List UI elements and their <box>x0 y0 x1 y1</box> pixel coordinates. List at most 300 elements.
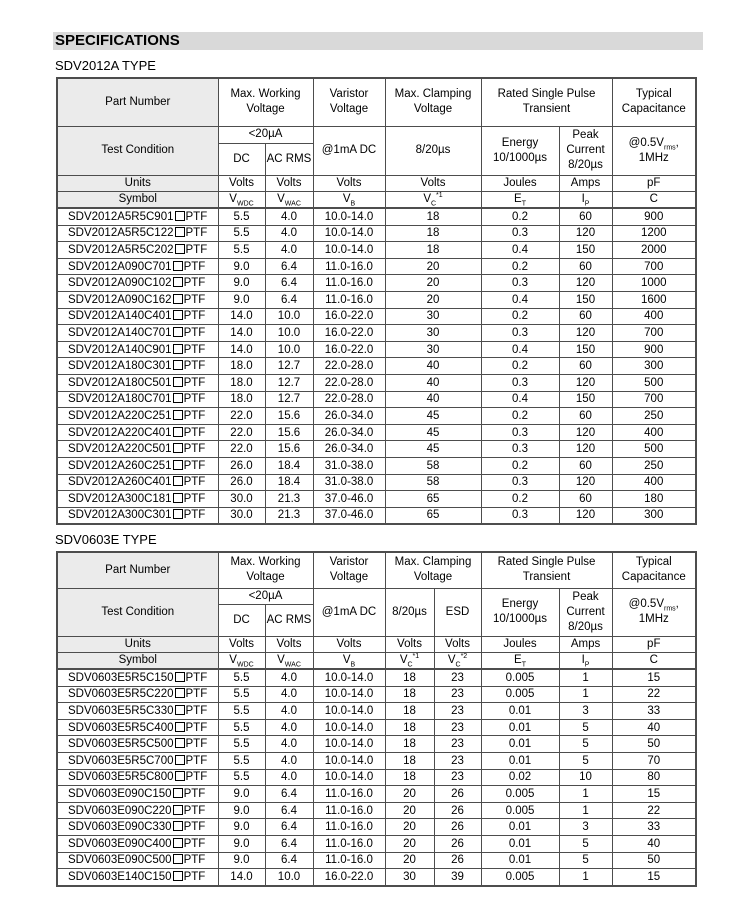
option-code-box <box>173 460 183 470</box>
value-cell: 23 <box>434 752 481 769</box>
value-cell: 18.4 <box>265 457 313 474</box>
value-cell: 4.0 <box>265 686 313 703</box>
th-ac-rms: AC RMS <box>265 143 313 175</box>
value-cell: 22.0-28.0 <box>313 358 385 375</box>
page-title: SPECIFICATIONS <box>55 32 180 49</box>
value-cell: 5.5 <box>218 736 265 753</box>
value-cell: 23 <box>434 736 481 753</box>
value-cell: 700 <box>612 391 696 408</box>
part-number-cell: SDV2012A300C181 PTF <box>57 491 218 508</box>
part-number-cell: SDV2012A5R5C901 PTF <box>57 208 218 225</box>
value-cell: 31.0-38.0 <box>313 474 385 491</box>
value-cell: 20 <box>385 819 434 836</box>
part-number-cell: SDV2012A5R5C202 PTF <box>57 242 218 259</box>
symbol-cell: C <box>612 191 696 208</box>
value-cell: 0.2 <box>481 258 559 275</box>
value-cell: 6.4 <box>265 258 313 275</box>
value-cell: 700 <box>612 258 696 275</box>
value-cell: 120 <box>559 374 612 391</box>
value-cell: 0.4 <box>481 242 559 259</box>
table-row <box>57 441 696 458</box>
value-cell: 15.6 <box>265 441 313 458</box>
value-cell: 16.0-22.0 <box>313 869 385 886</box>
option-code-box <box>173 509 183 519</box>
value-cell: 18 <box>385 703 434 720</box>
value-cell: 1000 <box>612 275 696 292</box>
value-cell: 3 <box>559 703 612 720</box>
value-cell: 23 <box>434 703 481 720</box>
value-cell: 40 <box>612 719 696 736</box>
value-cell: 39 <box>434 869 481 886</box>
value-cell: 33 <box>612 819 696 836</box>
value-cell: 50 <box>612 852 696 869</box>
value-cell: 31.0-38.0 <box>313 457 385 474</box>
value-cell: 0.01 <box>481 819 559 836</box>
value-cell: 0.01 <box>481 752 559 769</box>
option-code-box <box>175 211 185 221</box>
value-cell: 11.0-16.0 <box>313 786 385 803</box>
value-cell: 15 <box>612 786 696 803</box>
value-cell: 9.0 <box>218 802 265 819</box>
value-cell: 0.005 <box>481 786 559 803</box>
part-number-cell: SDV2012A180C501 PTF <box>57 374 218 391</box>
th-leak-current: <20µA <box>218 126 313 143</box>
symbol-cell: $V_{WDC}$ <box>218 652 265 669</box>
table-row <box>57 819 696 836</box>
table-row <box>57 736 696 753</box>
option-code-box <box>173 393 183 403</box>
value-cell: 18 <box>385 752 434 769</box>
value-cell: 120 <box>559 225 612 242</box>
value-cell: 150 <box>559 341 612 358</box>
value-cell: 45 <box>385 424 481 441</box>
value-cell: 22.0-28.0 <box>313 374 385 391</box>
value-cell: 30 <box>385 341 481 358</box>
value-cell: 58 <box>385 457 481 474</box>
value-cell: 40 <box>385 374 481 391</box>
value-cell: 1600 <box>612 291 696 308</box>
value-cell: 14.0 <box>218 341 265 358</box>
th-max-working-voltage: Max. Working Voltage <box>218 78 313 126</box>
table2-type-title: SDV0603E TYPE <box>55 532 157 547</box>
option-code-box <box>173 410 183 420</box>
table-row <box>57 391 696 408</box>
value-cell: 26.0 <box>218 474 265 491</box>
unit-cell: Amps <box>559 175 612 191</box>
value-cell: 0.3 <box>481 374 559 391</box>
table-row <box>57 408 696 425</box>
value-cell: 4.0 <box>265 208 313 225</box>
value-cell: 10.0-14.0 <box>313 752 385 769</box>
value-cell: 4.0 <box>265 719 313 736</box>
value-cell: 60 <box>559 491 612 508</box>
value-cell: 6.4 <box>265 275 313 292</box>
value-cell: 16.0-22.0 <box>313 325 385 342</box>
value-cell: 15 <box>612 869 696 886</box>
table-row <box>57 358 696 375</box>
value-cell: 26 <box>434 802 481 819</box>
value-cell: 0.3 <box>481 275 559 292</box>
value-cell: 15.6 <box>265 424 313 441</box>
value-cell: 6.4 <box>265 786 313 803</box>
value-cell: 30 <box>385 325 481 342</box>
value-cell: 300 <box>612 358 696 375</box>
value-cell: 120 <box>559 275 612 292</box>
table-row <box>57 258 696 275</box>
value-cell: 1 <box>559 686 612 703</box>
th-typical-capacitance: Typical Capacitance <box>612 552 696 588</box>
th-rated-single-pulse: Rated Single Pulse Transient <box>481 78 612 126</box>
unit-cell: Volts <box>385 636 434 652</box>
value-cell: 15.6 <box>265 408 313 425</box>
part-number-cell: SDV2012A180C701 PTF <box>57 391 218 408</box>
option-code-box <box>175 755 185 765</box>
th-part-number: Part Number <box>57 78 218 126</box>
value-cell: 22.0 <box>218 424 265 441</box>
table-row <box>57 769 696 786</box>
value-cell: 0.4 <box>481 391 559 408</box>
part-number-cell: SDV2012A300C301 PTF <box>57 507 218 524</box>
symbol-cell: $V_{WDC}$ <box>218 191 265 208</box>
value-cell: 9.0 <box>218 819 265 836</box>
value-cell: 11.0-16.0 <box>313 291 385 308</box>
part-number-cell: SDV2012A260C401 PTF <box>57 474 218 491</box>
value-cell: 0.01 <box>481 703 559 720</box>
value-cell: 50 <box>612 736 696 753</box>
value-cell: 5 <box>559 835 612 852</box>
value-cell: 9.0 <box>218 786 265 803</box>
symbol-cell: $V_C^{*1}$ <box>385 652 434 669</box>
value-cell: 5 <box>559 852 612 869</box>
value-cell: 37.0-46.0 <box>313 491 385 508</box>
value-cell: 26.0 <box>218 457 265 474</box>
value-cell: 18 <box>385 736 434 753</box>
value-cell: 26 <box>434 835 481 852</box>
value-cell: 2000 <box>612 242 696 259</box>
table-row <box>57 869 696 886</box>
th-at-1ma: @1mA DC <box>313 126 385 175</box>
th-clamp-test: 8/20µs <box>385 126 481 175</box>
option-code-box <box>175 688 185 698</box>
value-cell: 0.01 <box>481 736 559 753</box>
value-cell: 23 <box>434 719 481 736</box>
table-row <box>57 341 696 358</box>
value-cell: 0.3 <box>481 441 559 458</box>
part-number-cell: SDV0603E5R5C800 PTF <box>57 769 218 786</box>
table-row <box>57 852 696 869</box>
value-cell: 65 <box>385 507 481 524</box>
value-cell: 11.0-16.0 <box>313 819 385 836</box>
value-cell: 120 <box>559 325 612 342</box>
option-code-box <box>173 493 183 503</box>
value-cell: 5 <box>559 719 612 736</box>
symbol-cell: $V_B$ <box>313 652 385 669</box>
table-row <box>57 491 696 508</box>
table-row <box>57 374 696 391</box>
value-cell: 0.2 <box>481 308 559 325</box>
th-at-1ma: @1mA DC <box>313 588 385 636</box>
part-number-cell: SDV2012A140C401 PTF <box>57 308 218 325</box>
part-number-cell: SDV0603E090C150 PTF <box>57 786 218 803</box>
th-varistor-voltage: Varistor Voltage <box>313 552 385 588</box>
th-dc: DC <box>218 143 265 175</box>
table-row <box>57 225 696 242</box>
option-code-box <box>173 854 183 864</box>
value-cell: 9.0 <box>218 291 265 308</box>
value-cell: 30 <box>385 869 434 886</box>
value-cell: 40 <box>385 358 481 375</box>
value-cell: 20 <box>385 835 434 852</box>
value-cell: 18 <box>385 242 481 259</box>
value-cell: 14.0 <box>218 325 265 342</box>
value-cell: 22 <box>612 686 696 703</box>
value-cell: 3 <box>559 819 612 836</box>
value-cell: 21.3 <box>265 491 313 508</box>
unit-cell: Volts <box>218 636 265 652</box>
value-cell: 5.5 <box>218 769 265 786</box>
value-cell: 22.0 <box>218 441 265 458</box>
value-cell: 12.7 <box>265 358 313 375</box>
value-cell: 4.0 <box>265 669 313 686</box>
value-cell: 180 <box>612 491 696 508</box>
value-cell: 700 <box>612 325 696 342</box>
part-number-cell: SDV2012A220C401 PTF <box>57 424 218 441</box>
th-peak-current: Peak Current 8/20µs <box>559 588 612 636</box>
value-cell: 0.3 <box>481 424 559 441</box>
value-cell: 11.0-16.0 <box>313 258 385 275</box>
value-cell: 16.0-22.0 <box>313 308 385 325</box>
unit-cell: Volts <box>313 175 385 191</box>
part-number-cell: SDV2012A090C102 PTF <box>57 275 218 292</box>
value-cell: 4.0 <box>265 769 313 786</box>
value-cell: 0.2 <box>481 457 559 474</box>
part-number-cell: SDV0603E5R5C400 PTF <box>57 719 218 736</box>
part-number-cell: SDV0603E090C400 PTF <box>57 835 218 852</box>
value-cell: 10.0-14.0 <box>313 669 385 686</box>
th-energy: Energy 10/1000µs <box>481 588 559 636</box>
value-cell: 0.2 <box>481 491 559 508</box>
option-code-box <box>173 360 183 370</box>
value-cell: 10.0-14.0 <box>313 736 385 753</box>
value-cell: 10.0-14.0 <box>313 208 385 225</box>
value-cell: 5.5 <box>218 719 265 736</box>
value-cell: 0.01 <box>481 719 559 736</box>
value-cell: 0.005 <box>481 669 559 686</box>
value-cell: 20 <box>385 275 481 292</box>
option-code-box <box>175 244 185 254</box>
value-cell: 10.0-14.0 <box>313 769 385 786</box>
unit-cell: Volts <box>265 175 313 191</box>
unit-cell: Joules <box>481 636 559 652</box>
unit-cell: Joules <box>481 175 559 191</box>
option-code-box <box>175 738 185 748</box>
th-clamp-test: 8/20µs <box>385 588 434 636</box>
part-number-cell: SDV0603E140C150 PTF <box>57 869 218 886</box>
symbol-cell: $V_{WAC}$ <box>265 652 313 669</box>
th-rated-single-pulse: Rated Single Pulse Transient <box>481 552 612 588</box>
value-cell: 5 <box>559 736 612 753</box>
table-row <box>57 507 696 524</box>
th-symbol-label: Symbol <box>57 652 218 669</box>
part-number-cell: SDV0603E5R5C700 PTF <box>57 752 218 769</box>
option-code-box <box>175 705 185 715</box>
value-cell: 22.0-28.0 <box>313 391 385 408</box>
symbol-cell: $E_T$ <box>481 191 559 208</box>
value-cell: 0.005 <box>481 869 559 886</box>
value-cell: 18 <box>385 225 481 242</box>
value-cell: 10.0 <box>265 341 313 358</box>
value-cell: 250 <box>612 408 696 425</box>
value-cell: 22.0 <box>218 408 265 425</box>
table-row <box>57 291 696 308</box>
value-cell: 120 <box>559 441 612 458</box>
table-row <box>57 686 696 703</box>
value-cell: 5.5 <box>218 752 265 769</box>
value-cell: 18.0 <box>218 358 265 375</box>
value-cell: 150 <box>559 242 612 259</box>
symbol-cell: $V_C^{*1}$ <box>385 191 481 208</box>
table-row <box>57 308 696 325</box>
value-cell: 22 <box>612 802 696 819</box>
value-cell: 0.2 <box>481 358 559 375</box>
part-number-cell: SDV2012A090C701 PTF <box>57 258 218 275</box>
table-row <box>57 325 696 342</box>
table-row <box>57 752 696 769</box>
value-cell: 0.3 <box>481 325 559 342</box>
value-cell: 6.4 <box>265 291 313 308</box>
unit-cell: Volts <box>265 636 313 652</box>
option-code-box <box>173 427 183 437</box>
value-cell: 16.0-22.0 <box>313 341 385 358</box>
value-cell: 80 <box>612 769 696 786</box>
option-code-box <box>173 310 183 320</box>
symbol-cell: $V_B$ <box>313 191 385 208</box>
table1-type-title: SDV2012A TYPE <box>55 58 156 73</box>
value-cell: 9.0 <box>218 258 265 275</box>
table-row <box>57 275 696 292</box>
value-cell: 60 <box>559 208 612 225</box>
value-cell: 26.0-34.0 <box>313 424 385 441</box>
value-cell: 23 <box>434 669 481 686</box>
value-cell: 23 <box>434 769 481 786</box>
symbol-cell: $V_C^{*2}$ <box>434 652 481 669</box>
option-code-box <box>175 771 185 781</box>
value-cell: 21.3 <box>265 507 313 524</box>
value-cell: 5 <box>559 752 612 769</box>
value-cell: 18 <box>385 686 434 703</box>
value-cell: 0.02 <box>481 769 559 786</box>
value-cell: 45 <box>385 441 481 458</box>
value-cell: 120 <box>559 507 612 524</box>
th-leak-current: <20µA <box>218 588 313 604</box>
part-number-cell: SDV2012A220C501 PTF <box>57 441 218 458</box>
part-number-cell: SDV2012A220C251 PTF <box>57 408 218 425</box>
value-cell: 9.0 <box>218 275 265 292</box>
unit-cell: pF <box>612 175 696 191</box>
value-cell: 60 <box>559 457 612 474</box>
value-cell: 120 <box>559 474 612 491</box>
value-cell: 20 <box>385 786 434 803</box>
value-cell: 400 <box>612 424 696 441</box>
value-cell: 11.0-16.0 <box>313 852 385 869</box>
value-cell: 4.0 <box>265 736 313 753</box>
value-cell: 20 <box>385 802 434 819</box>
value-cell: 900 <box>612 208 696 225</box>
table-row <box>57 802 696 819</box>
value-cell: 10.0 <box>265 325 313 342</box>
value-cell: 11.0-16.0 <box>313 835 385 852</box>
part-number-cell: SDV0603E090C330 PTF <box>57 819 218 836</box>
th-test-condition: Test Condition <box>57 126 218 175</box>
value-cell: 6.4 <box>265 802 313 819</box>
value-cell: 5.5 <box>218 703 265 720</box>
option-code-box <box>173 805 183 815</box>
unit-cell: Volts <box>385 175 481 191</box>
value-cell: 10.0-14.0 <box>313 686 385 703</box>
option-code-box <box>175 227 185 237</box>
option-code-box <box>173 821 183 831</box>
value-cell: 0.3 <box>481 225 559 242</box>
value-cell: 30 <box>385 308 481 325</box>
option-code-box <box>173 838 183 848</box>
value-cell: 1200 <box>612 225 696 242</box>
th-cap-test: $@0.5V_{rms}$, 1MHz <box>612 588 696 636</box>
table-row <box>57 424 696 441</box>
part-number-cell: SDV0603E090C220 PTF <box>57 802 218 819</box>
part-number-cell: SDV2012A090C162 PTF <box>57 291 218 308</box>
value-cell: 20 <box>385 291 481 308</box>
th-dc: DC <box>218 604 265 636</box>
value-cell: 5.5 <box>218 669 265 686</box>
option-code-box <box>173 261 183 271</box>
value-cell: 18 <box>385 208 481 225</box>
value-cell: 26 <box>434 852 481 869</box>
th-max-working-voltage: Max. Working Voltage <box>218 552 313 588</box>
value-cell: 45 <box>385 408 481 425</box>
part-number-cell: SDV2012A260C251 PTF <box>57 457 218 474</box>
value-cell: 1 <box>559 669 612 686</box>
value-cell: 65 <box>385 491 481 508</box>
value-cell: 150 <box>559 391 612 408</box>
value-cell: 150 <box>559 291 612 308</box>
value-cell: 60 <box>559 408 612 425</box>
value-cell: 4.0 <box>265 703 313 720</box>
value-cell: 40 <box>612 835 696 852</box>
value-cell: 9.0 <box>218 852 265 869</box>
option-code-box <box>173 788 183 798</box>
symbol-cell: $E_T$ <box>481 652 559 669</box>
option-code-box <box>173 294 183 304</box>
value-cell: 6.4 <box>265 835 313 852</box>
value-cell: 18.0 <box>218 374 265 391</box>
symbol-cell: $I_P$ <box>559 191 612 208</box>
th-peak-current: Peak Current 8/20µs <box>559 126 612 175</box>
value-cell: 6.4 <box>265 852 313 869</box>
unit-cell: Volts <box>313 636 385 652</box>
value-cell: 4.0 <box>265 225 313 242</box>
th-units-label: Units <box>57 175 218 191</box>
value-cell: 5.5 <box>218 686 265 703</box>
value-cell: 10 <box>559 769 612 786</box>
table-row <box>57 703 696 720</box>
option-code-box <box>173 476 183 486</box>
value-cell: 0.2 <box>481 208 559 225</box>
value-cell: 250 <box>612 457 696 474</box>
th-energy: Energy 10/1000µs <box>481 126 559 175</box>
option-code-box <box>173 327 183 337</box>
symbol-cell: $I_P$ <box>559 652 612 669</box>
value-cell: 12.7 <box>265 374 313 391</box>
